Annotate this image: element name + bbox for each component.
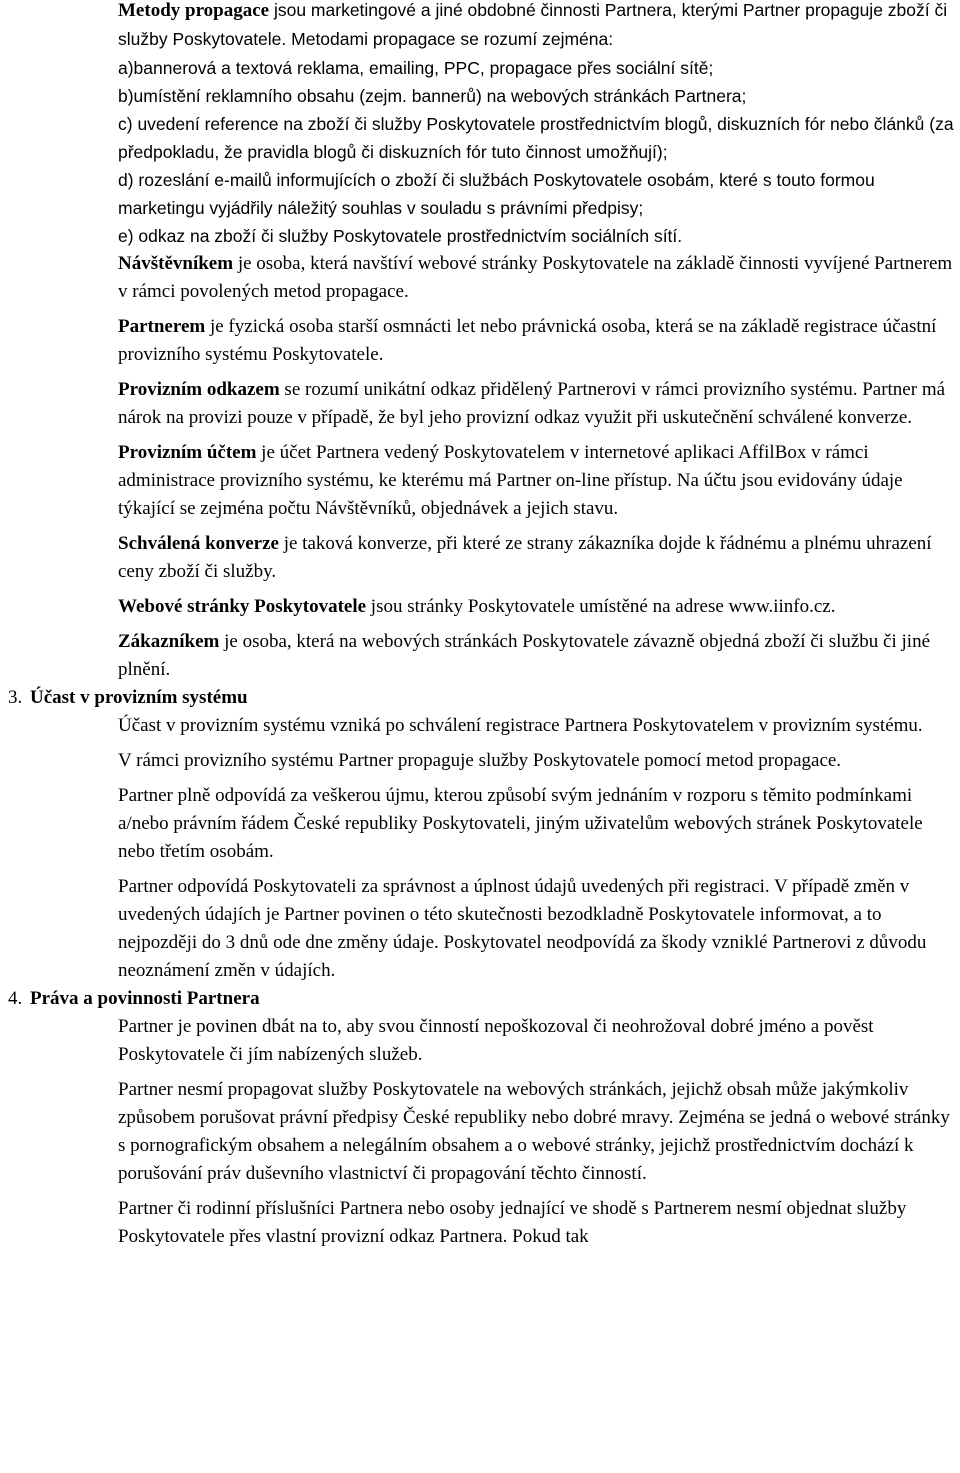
term: Provizním odkazem [118,379,280,400]
definition: jsou stránky Poskytovatele umístěné na adrese www.iinfo.cz. [366,596,836,617]
term: Návštěvníkem [118,253,234,274]
list-item [0,376,960,432]
list-item [0,530,960,586]
sublist-item: d) rozeslání e-mailů informujících o zboží či službách Poskytovatele osobám, které s touto formou marketingu vyjádřily náležitý souhlas v souladu s právními předpisy; [118,170,875,218]
term: Partnerem [118,316,206,337]
list-item [0,250,960,306]
item-text: Partner nesmí propagovat služby Poskytovatele na webových stránkách, jejichž obsah může jakýmkoliv způsobem porušovat právní předpisy České republiky nebo dobré mravy. Zejména se jedná o webové stránky s pornografickým obsahem a nelegálním obsahem a o webové stránky, jejichž prostřednictvím dochází k porušování práv duševního vlastnictví či propagování těchto činností. [118,1079,950,1184]
sublist-item: b)umístění reklamního obsahu (zejm. bannerů) na webových stránkách Partnera; [118,86,747,106]
list-item [0,0,960,54]
item-text: Partner plně odpovídá za veškerou újmu, kterou způsobí svým jednáním v rozporu s těmito podmínkami a/nebo právním řádem České republiky Poskytovateli, jiným uživatelům webových stránek Poskytovatele nebo třetím osobám. [118,785,923,862]
sublist [0,54,960,250]
definition: je účet Partnera vedený Poskytovatelem v internetové aplikaci AffilBox v rámci administrace provizního systému, ke kterému má Partner on-line přístup. Na účtu jsou evidovány údaje týkající se zejména počtu Návštěvníků, objednávek a jejich stavu. [118,442,903,519]
item-text [118,439,960,523]
item-text: Účast v provizním systému vzniká po schválení registrace Partnera Poskytovatelem v provizním systému. [118,715,923,736]
item-text [118,0,960,54]
list-item [0,1013,960,1069]
term: Webové stránky Poskytovatele [118,596,367,617]
sublist-item: a)bannerová a textová reklama, emailing, PPC, propagace přes sociální sítě; [118,58,714,78]
list-item [0,439,960,523]
list-item [0,313,960,369]
list-item [0,593,960,621]
section-title: Práva a povinnosti Partnera [30,988,260,1009]
list-item [0,1076,960,1188]
section-title: Účast v provizním systému [30,687,248,708]
sublist-item: c) uvedení reference na zboží či služby Poskytovatele prostřednictvím blogů, diskuzních fór nebo článků (za předpokladu, že pravidla blogů či diskuzních fór tuto činnost umožňují); [118,114,954,162]
list-item [0,873,960,985]
item-text [118,593,960,621]
term: Metody propagace [118,0,270,21]
item-text [118,530,960,586]
item-text: Partner je povinen dbát na to, aby svou činností nepoškozoval či neohrožoval dobré jméno a pověst Poskytovatele či jím nabízených služeb. [118,1016,874,1065]
item-text: Partner či rodinní příslušníci Partnera nebo osoby jednající ve shodě s Partnerem nesmí objednat služby Poskytovatele přes vlastní provizní odkaz Partnera. Pokud tak [118,1198,907,1247]
term: Provizním účtem [118,442,257,463]
term: Schválená konverze [118,533,279,554]
list-item [0,747,960,775]
list-item [0,782,960,866]
definition: je osoba, která navštíví webové stránky Poskytovatele na základě činnosti vyvíjené Partnerem v rámci povolených metod propagace. [118,253,953,302]
section-heading [0,985,960,1013]
item-text [118,628,960,684]
item-text [118,313,960,369]
section-heading [0,684,960,712]
item-text [118,376,960,432]
definition: se rozumí unikátní odkaz přidělený Partnerovi v rámci provizního systému. Partner má nárok na provizi pouze v případě, že byl jeho provizní odkaz využit při uskutečnění schválené konverze. [118,379,946,428]
definition: jsou marketingové a jiné obdobné činnosti Partnera, kterými Partner propaguje zboží či služby Poskytovatele. Metodami propagace se rozumí zejména: [118,0,948,49]
item-text: Partner odpovídá Poskytovateli za správnost a úplnost údajů uvedených při registraci. V případě změn v uvedených údajích je Partner povinen o této skutečnosti bezodkladně Poskytovatele informovat, a to nejpozději do 3 dnů ode dne změny údaje. Poskytovatel neodpovídá za škody vzniklé Partnerovi z důvodu neoznámení změn v údajích. [118,876,927,981]
item-text: V rámci provizního systému Partner propaguje služby Poskytovatele pomocí metod propagace. [118,750,842,771]
section-number: 4. [8,988,23,1009]
section-number: 3. [8,687,23,708]
list-item [0,628,960,684]
item-text [118,250,960,306]
definition: je osoba, která na webových stránkách Poskytovatele závazně objedná zboží či službu či jiné plnění. [118,631,931,680]
list-item [0,1195,960,1251]
sublist-item: e) odkaz na zboží či služby Poskytovatele prostřednictvím sociálních sítí. [118,226,683,246]
term: Zákazníkem [118,631,220,652]
list-item [0,712,960,740]
definition: je fyzická osoba starší osmnácti let nebo právnická osoba, která se na základě registrace účastní provizního systému Poskytovatele. [118,316,937,365]
definition: je taková konverze, při které ze strany zákazníka dojde k řádnému a plnému uhrazení ceny zboží či služby. [118,533,932,582]
